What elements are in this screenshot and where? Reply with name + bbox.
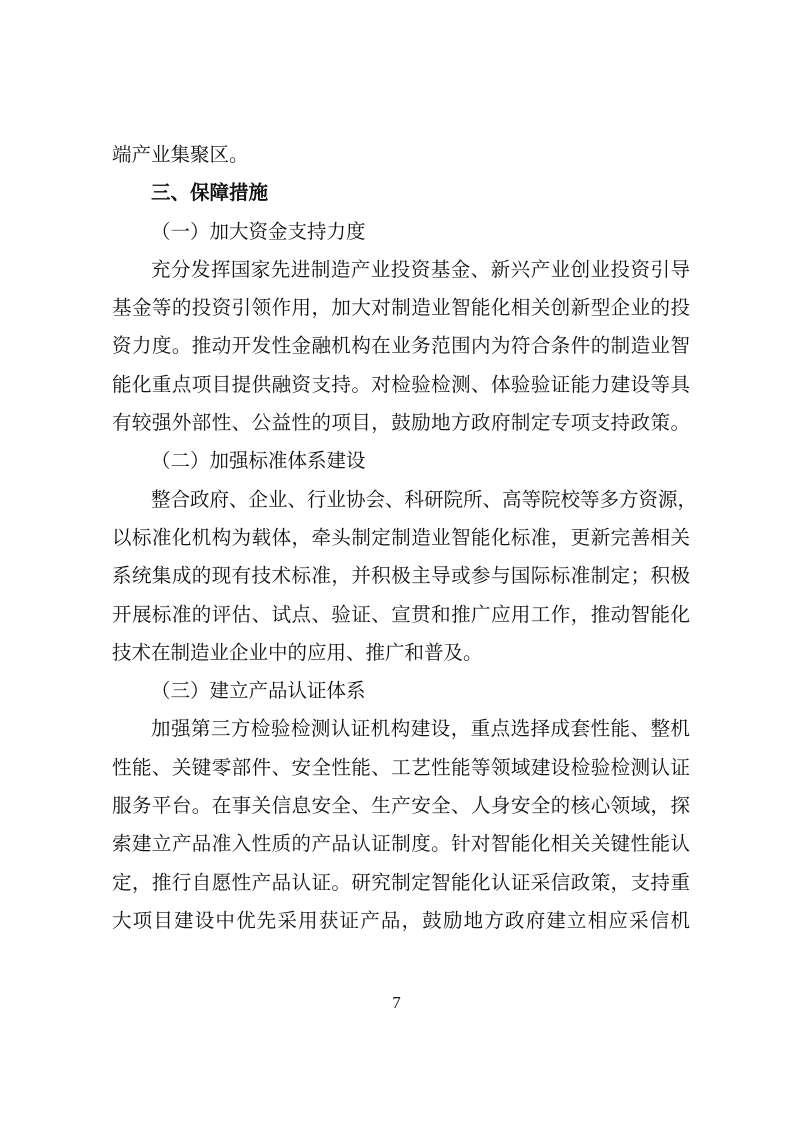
text-line: 基金等的投资引领作用，加大对制造业智能化相关创新型企业的投 <box>112 296 690 320</box>
text-line: 加强第三方检验检测认证机构建设，重点选择成套性能、整机 <box>151 717 690 741</box>
text-line: 服务平台。在事关信息安全、生产安全、人身安全的核心领域，探 <box>112 794 690 818</box>
text-line: 性能、关键零部件、安全性能、工艺性能等领域建设检验检测认证 <box>112 755 690 779</box>
text-line: 端产业集聚区。 <box>112 143 249 166</box>
text-line: 以标准化机构为载体，牵头制定制造业智能化标准，更新完善相关 <box>112 525 690 549</box>
subsection-heading: （三）建立产品认证体系 <box>151 679 366 703</box>
page-number: 7 <box>392 993 401 1012</box>
text-line: 资力度。推动开发性金融机构在业务范围内为符合条件的制造业智 <box>112 334 690 358</box>
subsection-heading: （一）加大资金支持力度 <box>151 219 366 243</box>
text-line: 有较强外部性、公益性的项目，鼓励地方政府制定专项支持政策。 <box>112 411 690 435</box>
text-line: 系统集成的现有技术标准，并积极主导或参与国际标准制定；积极 <box>112 564 690 588</box>
section-heading: 三、保障措施 <box>151 181 269 205</box>
text-line: 开展标准的评估、试点、验证、宣贯和推广应用工作，推动智能化 <box>112 602 690 626</box>
text-line: 大项目建设中优先采用获证产品，鼓励地方政府建立相应采信机 <box>112 908 690 932</box>
text-line: 定，推行自愿性产品认证。研究制定智能化认证采信政策，支持重 <box>112 870 690 894</box>
body-text <box>112 136 698 940</box>
text-line: 技术在制造业企业中的应用、推广和普及。 <box>112 640 483 664</box>
text-line: 索建立产品准入性质的产品认证制度。针对智能化相关关键性能认 <box>112 832 690 856</box>
text-line: 充分发挥国家先进制造产业投资基金、新兴产业创业投资引导 <box>151 257 690 281</box>
text-line: 整合政府、企业、行业协会、科研院所、高等院校等多方资源， <box>151 487 698 511</box>
text-line: 能化重点项目提供融资支持。对检验检测、体验验证能力建设等具 <box>112 372 690 396</box>
subsection-heading: （二）加强标准体系建设 <box>151 449 366 473</box>
